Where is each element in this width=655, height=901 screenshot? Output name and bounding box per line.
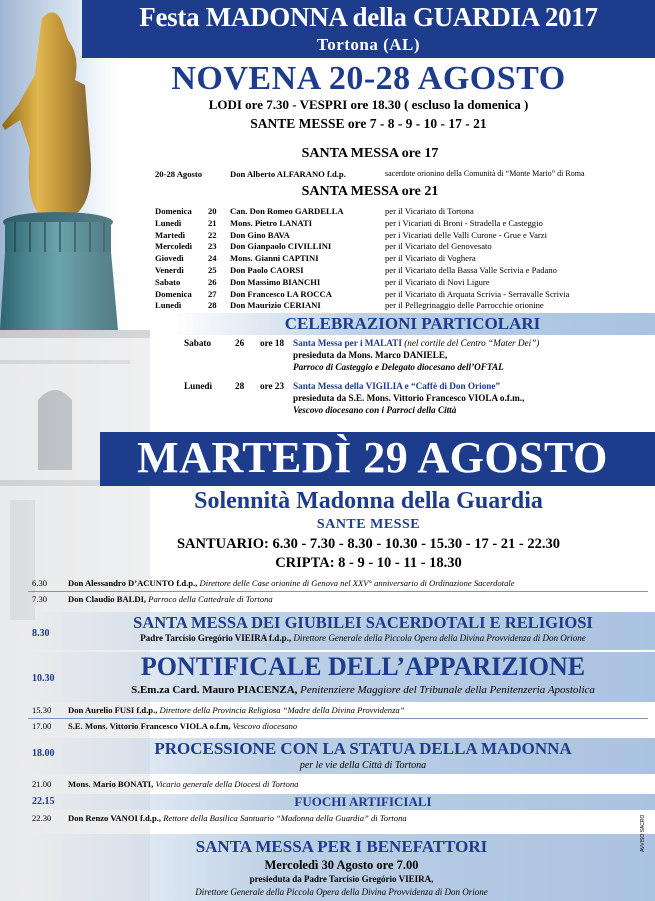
desc-1530: Direttore della Provincia Religiosa “Madre della Divina Provvidenza” bbox=[159, 705, 405, 715]
desc-2100: Vicario generale della Diocesi di Tortona bbox=[155, 779, 299, 789]
pontificale-presider bbox=[73, 684, 653, 696]
header-title: Festa MADONNA della GUARDIA 2017 bbox=[139, 2, 598, 32]
martedi-title: MARTEDÌ 29 AGOSTO bbox=[137, 433, 608, 482]
benefattori-title: SANTA MESSA PER I BENEFATTORI bbox=[195, 837, 488, 856]
desc-1700: Vescovo diocesano bbox=[232, 721, 298, 731]
time-1030: 10.30 bbox=[32, 673, 55, 684]
messa21-row bbox=[0, 277, 655, 289]
benefattori-presider: presieduta da Padre Tarcísio Gregório VIEIRA, bbox=[249, 874, 434, 884]
messa21-title: SANTA MESSA ore 21 bbox=[301, 184, 439, 199]
desc-2230: Rettore della Basilica Santuario “Madonna della Guardia” di Tortona bbox=[163, 813, 407, 823]
celebrazione-num: 26 bbox=[235, 338, 245, 348]
celebrazione-presider: presieduta da S.E. Mons. Vittorio Francesco VIOLA o.f.m., bbox=[293, 393, 525, 403]
celebrazione-item bbox=[0, 338, 655, 380]
name-2230: Don Renzo VANOI f.d.p., bbox=[68, 813, 162, 823]
name-630: Don Alessandro D’ACUNTO f.d.p., bbox=[68, 578, 198, 588]
schedule-row-730 bbox=[0, 594, 655, 606]
messa21-note: per i Vicariati delle Valli Curone - Grue e Varzi bbox=[385, 229, 547, 240]
separator bbox=[28, 591, 648, 592]
solennita-title: Solennità Madonna della Guardia bbox=[194, 488, 543, 514]
credit-label: AVVISO SACRO bbox=[640, 814, 646, 852]
messa21-day: Giovedì bbox=[155, 253, 184, 264]
messa21-day: Mercoledì bbox=[155, 241, 193, 252]
celebrazione-event-title: Santa Messa della VIGILIA e “Caffè di Don Orione” bbox=[293, 381, 501, 391]
name-2100: Mons. Mario BONATI, bbox=[68, 779, 154, 789]
giubilei-title: SANTA MESSA DEI GIUBILEI SACERDOTALI E RELIGIOSI bbox=[133, 613, 593, 632]
messa21-num: 25 bbox=[208, 265, 217, 275]
processione-band bbox=[28, 738, 655, 774]
celebrazione-day: Lunedì bbox=[184, 381, 213, 391]
messa21-day: Martedì bbox=[155, 229, 186, 240]
time-1800: 18.00 bbox=[32, 748, 55, 759]
celebrazione-day: Sabato bbox=[184, 338, 212, 348]
messa21-day: Sabato bbox=[155, 276, 181, 287]
messa21-celebrant: Can. Don Romeo GARDELLA bbox=[230, 206, 344, 216]
time-2215: 22.15 bbox=[32, 796, 55, 807]
messa21-celebrant: Don Francesco LA ROCCA bbox=[230, 288, 332, 299]
novena-line1: LODI ore 7.30 - VESPRI ore 18.30 ( escluso la domenica ) bbox=[208, 97, 529, 112]
schedule-row-1700 bbox=[0, 721, 655, 733]
schedule-row-1530 bbox=[0, 705, 655, 717]
messa21-note: per il Vicariato di Novi Ligure bbox=[385, 276, 490, 287]
martedi-band bbox=[100, 432, 655, 486]
time-1530: 15.30 bbox=[32, 705, 52, 715]
messa21-celebrant: Don Gino BAVA bbox=[230, 229, 290, 240]
celebrazione-time: ore 23 bbox=[260, 381, 285, 391]
messa21-note: per il Vicariato di Arquata Scrivia - Serravalle Scrivia bbox=[385, 288, 570, 299]
processione-note: per le vie della Città di Tortona bbox=[299, 760, 427, 771]
messa21-day: Domenica bbox=[155, 288, 192, 299]
row-2100-text bbox=[68, 779, 298, 789]
schedule-row-630 bbox=[0, 578, 655, 590]
santuario-times: SANTUARIO: 6.30 - 7.30 - 8.30 - 10.30 - 15.30 - 17 - 21 - 22.30 bbox=[176, 536, 561, 552]
messa21-note: per i Vicariati di Broni - Stradella e Casteggio bbox=[385, 217, 543, 228]
messa21-row bbox=[0, 265, 655, 277]
messa21-celebrant: Don Massimo BIANCHI bbox=[230, 276, 321, 287]
celebrazione-role: Vescovo diocesano con i Parroci della Città bbox=[293, 405, 457, 415]
messa17-celebrant: Don Alberto ALFARANO f.d.p. bbox=[230, 169, 346, 179]
messa21-row bbox=[0, 218, 655, 230]
fuochi-band bbox=[28, 794, 655, 810]
celebrazione-event bbox=[293, 381, 500, 391]
pontificale-desc: Penitenziere Maggiore del Tribunale della Penitenzeria Apostolica bbox=[300, 684, 595, 696]
giubilei-presider bbox=[73, 633, 653, 643]
benefattori-line2 bbox=[28, 874, 655, 884]
celebrazione-time: ore 18 bbox=[260, 338, 285, 348]
schedule-row-2230 bbox=[0, 813, 655, 825]
benefattori-line1: Mercoledì 30 Agosto ore 7.00 bbox=[264, 858, 419, 872]
sante-messe-title: SANTE MESSE bbox=[316, 517, 421, 532]
messa21-celebrant: Mons. Pietro LANATI bbox=[230, 217, 313, 228]
time-2100: 21.00 bbox=[32, 779, 52, 789]
messa21-celebrant: Mons. Gianni CAPTINI bbox=[230, 253, 319, 264]
time-630: 6.30 bbox=[32, 578, 48, 588]
time-2230: 22.30 bbox=[32, 813, 52, 823]
celebrazione-presider: presieduta da Mons. Marco DANIELE, bbox=[293, 350, 448, 360]
messa21-day: Lunedì bbox=[155, 217, 182, 228]
messa21-note: per il Vicariato di Tortona bbox=[385, 206, 474, 216]
separator bbox=[28, 718, 648, 719]
desc-730: Parroco della Cattedrale di Tortona bbox=[148, 594, 273, 604]
giubilei-desc: Direttore Generale della Piccola Opera della Divina Provvidenza di Don Orione bbox=[293, 633, 586, 643]
messa21-row bbox=[0, 300, 655, 312]
messa21-row bbox=[0, 289, 655, 301]
desc-630: Direttore delle Case orionine di Genova nel XXV° anniversario di Ordinazione Sacerdotale bbox=[199, 578, 515, 588]
time-1700: 17.00 bbox=[32, 721, 52, 731]
fuochi-title: FUOCHI ARTIFICIALI bbox=[294, 794, 432, 809]
pontificale-name: S.Em.za Card. Mauro PIACENZA, bbox=[131, 684, 298, 696]
messa21-row bbox=[0, 241, 655, 253]
giubilei-name: Padre Tarcísio Gregório VIEIRA f.d.p., bbox=[140, 633, 292, 643]
celebrazione-event-title: Santa Messa per i MALATI bbox=[293, 338, 402, 348]
messa21-row bbox=[0, 206, 655, 218]
celebrazione-role: Parroco di Casteggio e Delegato diocesano dell’OFTAL bbox=[293, 362, 504, 372]
messa21-day: Lunedì bbox=[155, 300, 182, 311]
messa21-num: 26 bbox=[208, 276, 217, 287]
celebrazioni-title: CELEBRAZIONI PARTICOLARI bbox=[284, 314, 541, 333]
pontificale-title: PONTIFICALE DELL’APPARIZIONE bbox=[140, 652, 586, 681]
messa17-title: SANTA MESSA ore 17 bbox=[301, 146, 439, 161]
messa17-row bbox=[0, 169, 655, 181]
messa17-note: sacerdote orionino della Comunità di “Monte Mario” di Roma bbox=[385, 169, 585, 178]
messa21-num: 24 bbox=[208, 253, 217, 264]
name-1530: Don Aurelio FUSI f.d.p., bbox=[68, 705, 158, 715]
messa21-day: Domenica bbox=[155, 206, 192, 216]
novena-line2: SANTE MESSE ore 7 - 8 - 9 - 10 - 17 - 21 bbox=[250, 116, 487, 131]
time-730: 7.30 bbox=[32, 594, 48, 604]
pontificale-band bbox=[28, 652, 655, 702]
header-bar bbox=[82, 0, 655, 58]
row-2230-text bbox=[68, 813, 407, 823]
messa21-num: 22 bbox=[208, 229, 217, 240]
name-1700: S.E. Mons. Vittorio Francesco VIOLA o.f.m, bbox=[68, 721, 231, 731]
messa21-note: per il Pellegrinaggio delle Parrocchie orionine bbox=[385, 300, 544, 311]
celebrazioni-band bbox=[170, 313, 655, 335]
time-830: 8.30 bbox=[32, 628, 50, 639]
messa21-celebrant: Don Paolo CAORSI bbox=[230, 265, 304, 275]
celebrazione-event bbox=[293, 338, 539, 348]
benefattori-line3: Direttore Generale della Piccola Opera della Divina Provvidenza di Don Orione bbox=[195, 887, 488, 897]
celebrazione-item bbox=[0, 381, 655, 423]
messa21-note: per il Vicariato del Genovesato bbox=[385, 241, 492, 252]
messa21-row bbox=[0, 230, 655, 242]
messa21-num: 27 bbox=[208, 288, 217, 299]
messa21-day: Venerdì bbox=[155, 265, 184, 275]
schedule-row-2100 bbox=[0, 779, 655, 791]
messa17-date: 20-28 Agosto bbox=[155, 169, 203, 179]
row-730-text bbox=[68, 594, 273, 604]
header-subtitle: Tortona (AL) bbox=[316, 35, 421, 54]
celebrazione-num: 28 bbox=[235, 381, 245, 391]
messa21-note: per il Vicariato di Voghera bbox=[385, 253, 476, 264]
cripta-times: CRIPTA: 8 - 9 - 10 - 11 - 18.30 bbox=[275, 555, 462, 571]
celebrazione-event-note: (nel cortile del Centro “Mater Dei”) bbox=[404, 338, 540, 348]
messa21-note: per il Vicariato della Bassa Valle Scrivia e Padano bbox=[385, 265, 557, 275]
processione-title: PROCESSIONE CON LA STATUA DELLA MADONNA bbox=[154, 739, 572, 758]
giubilei-band bbox=[28, 612, 655, 650]
messa21-row bbox=[0, 253, 655, 265]
row-1530-text bbox=[68, 705, 405, 715]
name-730: Don Claudio BALDI, bbox=[68, 594, 147, 604]
row-630-text bbox=[68, 578, 515, 588]
novena-title: NOVENA 20-28 AGOSTO bbox=[171, 60, 566, 97]
messa21-celebrant: Don Maurizio CERIANI bbox=[230, 300, 321, 311]
row-1700-text bbox=[68, 721, 297, 731]
messa21-num: 28 bbox=[208, 300, 217, 311]
messa21-celebrant: Don Gianpaolo CIVILLINI bbox=[230, 241, 332, 252]
messa21-num: 20 bbox=[208, 206, 217, 216]
messa21-num: 23 bbox=[208, 241, 217, 252]
messa21-num: 21 bbox=[208, 217, 217, 228]
